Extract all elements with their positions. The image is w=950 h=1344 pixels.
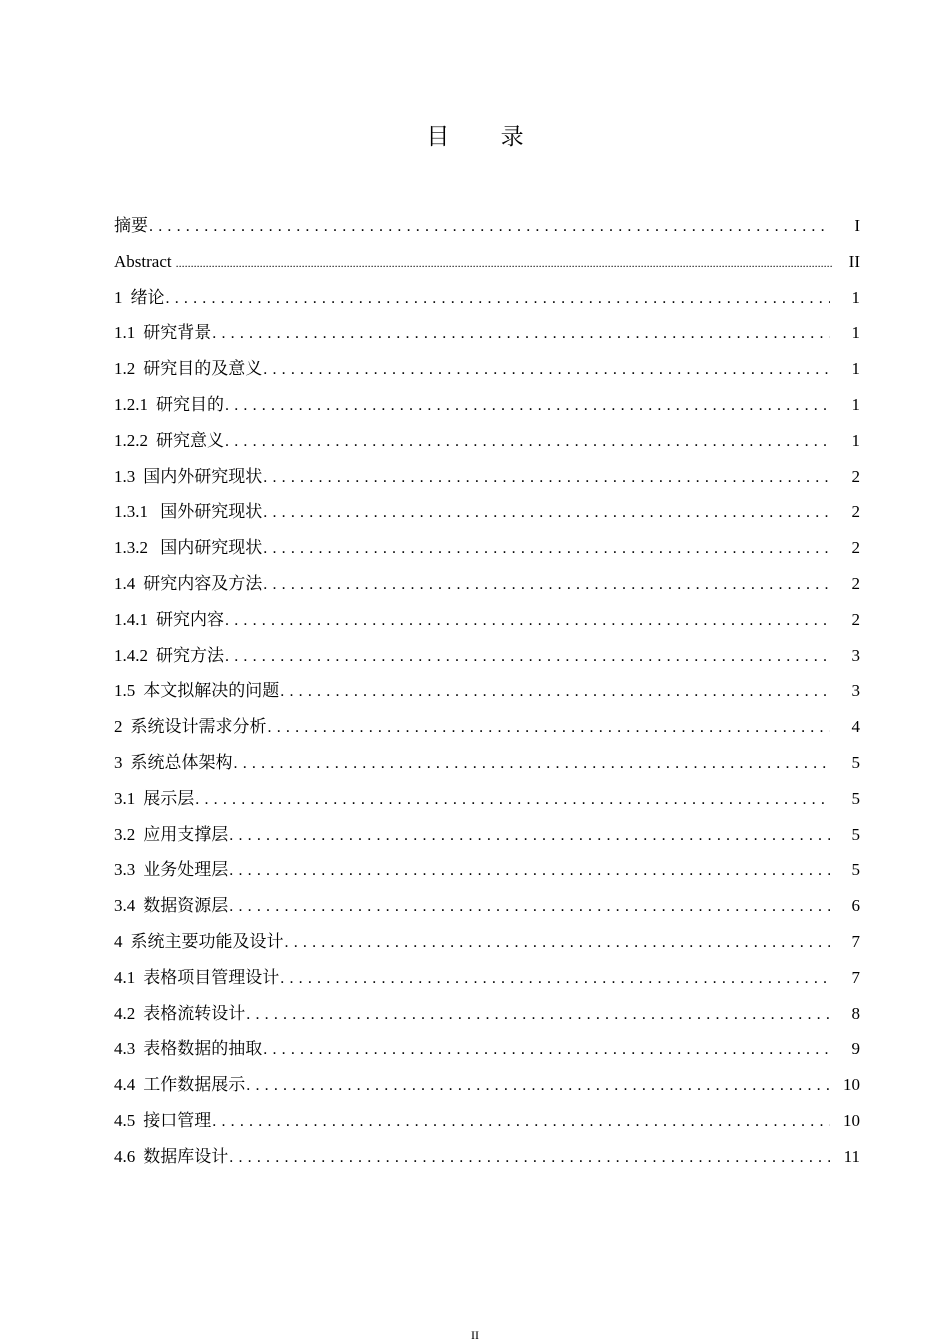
toc-entry-label (114, 638, 224, 674)
toc-leader-dots (176, 245, 832, 280)
toc-leader-dots (263, 567, 830, 602)
toc-entry-label (114, 387, 224, 423)
toc-leader-dots (212, 316, 830, 351)
toc-entry-number: 1.3.1 (114, 502, 148, 522)
toc-leader-dots (246, 1068, 830, 1103)
toc-page-number: 10 (843, 1110, 860, 1130)
toc-entry-label (114, 817, 228, 853)
toc-page-number: 1 (851, 394, 860, 414)
toc-entry-number: 1.2 (114, 359, 136, 379)
toc-leader-dots (229, 818, 830, 853)
toc-entry-1-4[interactable] (114, 566, 860, 602)
toc-entry-text: 国内外研究现状 (143, 466, 263, 486)
toc-entry-text: 表格项目管理设计 (143, 967, 280, 987)
toc-entry-text: 绪论 (130, 287, 165, 307)
toc-entry-number: 3.2 (114, 824, 136, 844)
toc-entry-label (114, 996, 245, 1032)
toc-entry-text: 本文拟解决的问题 (143, 681, 280, 701)
toc-page-number: 9 (851, 1039, 860, 1059)
toc-entry-text: 接口管理 (143, 1110, 212, 1130)
toc-entry-text: 系统总体架构 (130, 752, 233, 772)
toc-entry-label: Abstract (114, 251, 172, 271)
toc-entry-3[interactable] (114, 745, 860, 781)
toc-entry-3-2[interactable] (114, 817, 860, 853)
toc-entry-label (114, 673, 279, 709)
toc-leader-dots (263, 460, 830, 495)
toc-entry-1-2-1[interactable] (114, 387, 860, 423)
toc-leader-dots (166, 281, 831, 316)
toc-entry-number: 3.4 (114, 896, 136, 916)
toc-entry-text: 数据资源层 (143, 896, 229, 916)
toc-entry-1-3-2[interactable] (114, 530, 860, 566)
toc-leader-dots (268, 710, 831, 745)
toc-page-number: 4 (851, 717, 860, 737)
toc-entry-1-3-1[interactable] (114, 494, 860, 530)
toc-leader-dots (229, 889, 830, 924)
toc-entry-4-3[interactable] (114, 1031, 860, 1067)
toc-entry-label (114, 745, 233, 781)
toc-entry-text: 应用支撑层 (143, 824, 229, 844)
toc-page-number: 10 (843, 1075, 860, 1095)
toc-entry-text: 研究目的 (156, 394, 224, 414)
toc-entry-label (114, 315, 211, 351)
toc-entry-number: 1.3.2 (114, 538, 148, 558)
toc-entry-number: 1.4.2 (114, 645, 148, 665)
toc-entry-label (114, 781, 194, 817)
toc-entry-text: 业务处理层 (143, 860, 229, 880)
toc-page-number: 5 (851, 788, 860, 808)
toc-page-number: 5 (851, 860, 860, 880)
toc-entry-1-5[interactable] (114, 673, 860, 709)
toc-leader-dots (285, 925, 831, 960)
toc-entry-label (114, 1103, 211, 1139)
toc-leader-dots (263, 1032, 830, 1067)
toc-entry-label (114, 351, 262, 387)
toc-entry-text: 研究意义 (156, 430, 224, 450)
toc-leader-dots (229, 853, 830, 888)
toc-entry-label (114, 1031, 262, 1067)
toc-entry-3-4[interactable] (114, 888, 860, 924)
toc-entry-label (114, 960, 279, 996)
toc-entry-text: 表格流转设计 (143, 1003, 246, 1023)
toc-entry-text: 研究背景 (143, 323, 212, 343)
toc-page-number: 6 (851, 896, 860, 916)
toc-entry-number: 4 (114, 931, 123, 951)
toc-entry-number: 1.2.1 (114, 394, 148, 414)
toc-entry-1-1[interactable] (114, 315, 860, 351)
toc-entry-text: 国外研究现状 (156, 502, 263, 522)
toc-entry-label (114, 566, 262, 602)
toc-entry-1[interactable] (114, 280, 860, 316)
toc-entry-4-1[interactable] (114, 960, 860, 996)
toc-entry-number: 3.1 (114, 788, 136, 808)
toc-entry-number: 1.4 (114, 573, 136, 593)
toc-leader-dots (263, 531, 830, 566)
toc-entry-label (114, 494, 262, 530)
toc-page-number: 8 (851, 1003, 860, 1023)
toc-entry-text: 系统主要功能及设计 (130, 931, 284, 951)
toc-page-number: 11 (843, 1146, 860, 1166)
toc-page-number: 1 (851, 359, 860, 379)
toc-leader-dots (225, 388, 830, 423)
toc-leader-dots (280, 674, 830, 709)
toc-entry-1-4-1[interactable] (114, 602, 860, 638)
toc-page-number: II (848, 251, 860, 271)
toc-leader-dots (149, 209, 830, 244)
toc-leader-dots (225, 603, 830, 638)
toc-page-number: 2 (851, 502, 860, 522)
toc-entry-text: 数据库设计 (143, 1146, 229, 1166)
toc-entry-4[interactable] (114, 924, 860, 960)
toc-leader-dots (229, 1140, 830, 1175)
toc-leader-dots (263, 352, 830, 387)
toc-entry-number: 4.5 (114, 1110, 136, 1130)
toc-page-number: 3 (851, 681, 860, 701)
toc-entry-number: 1 (114, 287, 123, 307)
toc-entry-text: 展示层 (143, 788, 195, 808)
toc-page-number: 7 (851, 967, 860, 987)
toc-entry-1-3[interactable] (114, 459, 860, 495)
toc-leader-dots (212, 1104, 830, 1139)
toc-entry-label (114, 280, 165, 316)
toc-entry-label (114, 423, 224, 459)
toc-entry-2[interactable] (114, 709, 860, 745)
toc-entry-4-4[interactable] (114, 1067, 860, 1103)
toc-entry-abstract-en[interactable] (114, 244, 860, 280)
toc-entry-number: 1.4.1 (114, 609, 148, 629)
toc-page-number: 5 (851, 752, 860, 772)
toc-entry-number: 1.1 (114, 323, 136, 343)
toc-entry-text: 研究内容及方法 (143, 573, 263, 593)
toc-leader-dots (225, 639, 830, 674)
toc-entry-1-4-2[interactable] (114, 638, 860, 674)
toc-entry-1-2-2[interactable] (114, 423, 860, 459)
toc-entry-3-3[interactable] (114, 852, 860, 888)
toc-page-number: 2 (851, 466, 860, 486)
toc-entry-label (114, 1139, 228, 1175)
toc-entry-number: 3 (114, 752, 123, 772)
toc-entry-label (114, 924, 284, 960)
toc-entry-text: 研究目的及意义 (143, 359, 263, 379)
toc-page-number: 1 (851, 287, 860, 307)
toc-entry-label (114, 852, 228, 888)
toc-page-number: 1 (851, 323, 860, 343)
page-title: 目 录 (426, 124, 546, 150)
toc-entry-number: 1.2.2 (114, 430, 148, 450)
toc-entry-label (114, 530, 262, 566)
table-of-contents (114, 208, 860, 1175)
toc-entry-number: 4.2 (114, 1003, 136, 1023)
toc-leader-dots (234, 746, 831, 781)
toc-page-number: 7 (851, 931, 860, 951)
toc-entry-text: 研究方法 (156, 645, 224, 665)
toc-leader-dots (195, 782, 830, 817)
toc-entry-number: 1.5 (114, 681, 136, 701)
toc-entry-label (114, 602, 224, 638)
toc-entry-number: 1.3 (114, 466, 136, 486)
toc-entry-text: 工作数据展示 (143, 1075, 246, 1095)
toc-entry-label (114, 888, 228, 924)
toc-page-number: 2 (851, 573, 860, 593)
toc-entry-3-1[interactable] (114, 781, 860, 817)
toc-entry-4-2[interactable] (114, 996, 860, 1032)
toc-entry-number: 4.1 (114, 967, 136, 987)
toc-leader-dots (280, 961, 830, 996)
toc-entry-text: 研究内容 (156, 609, 224, 629)
toc-entry-number: 2 (114, 717, 123, 737)
toc-page-number: 2 (851, 609, 860, 629)
toc-entry-number: 4.3 (114, 1039, 136, 1059)
toc-page-number: 1 (851, 430, 860, 450)
toc-entry-abstract-cn[interactable] (114, 208, 860, 244)
toc-page-number: 3 (851, 645, 860, 665)
toc-page-number: I (854, 216, 860, 235)
toc-entry-text: 国内研究现状 (156, 538, 263, 558)
toc-entry-label: 摘要 (114, 216, 148, 235)
toc-entry-label (114, 1067, 245, 1103)
toc-entry-text: 表格数据的抽取 (143, 1039, 263, 1059)
toc-entry-4-6[interactable] (114, 1139, 860, 1175)
toc-entry-label (114, 709, 267, 745)
footer-page-number: II (471, 1328, 479, 1342)
toc-leader-dots (246, 997, 830, 1032)
toc-leader-dots (225, 424, 830, 459)
toc-entry-number: 4.4 (114, 1075, 136, 1095)
toc-entry-1-2[interactable] (114, 351, 860, 387)
toc-page-number: 2 (851, 538, 860, 558)
toc-page-number: 5 (851, 824, 860, 844)
toc-entry-text: 系统设计需求分析 (130, 717, 267, 737)
toc-entry-number: 4.6 (114, 1146, 136, 1166)
toc-entry-label (114, 459, 262, 495)
toc-entry-number: 3.3 (114, 860, 136, 880)
toc-leader-dots (263, 495, 830, 530)
toc-entry-4-5[interactable] (114, 1103, 860, 1139)
